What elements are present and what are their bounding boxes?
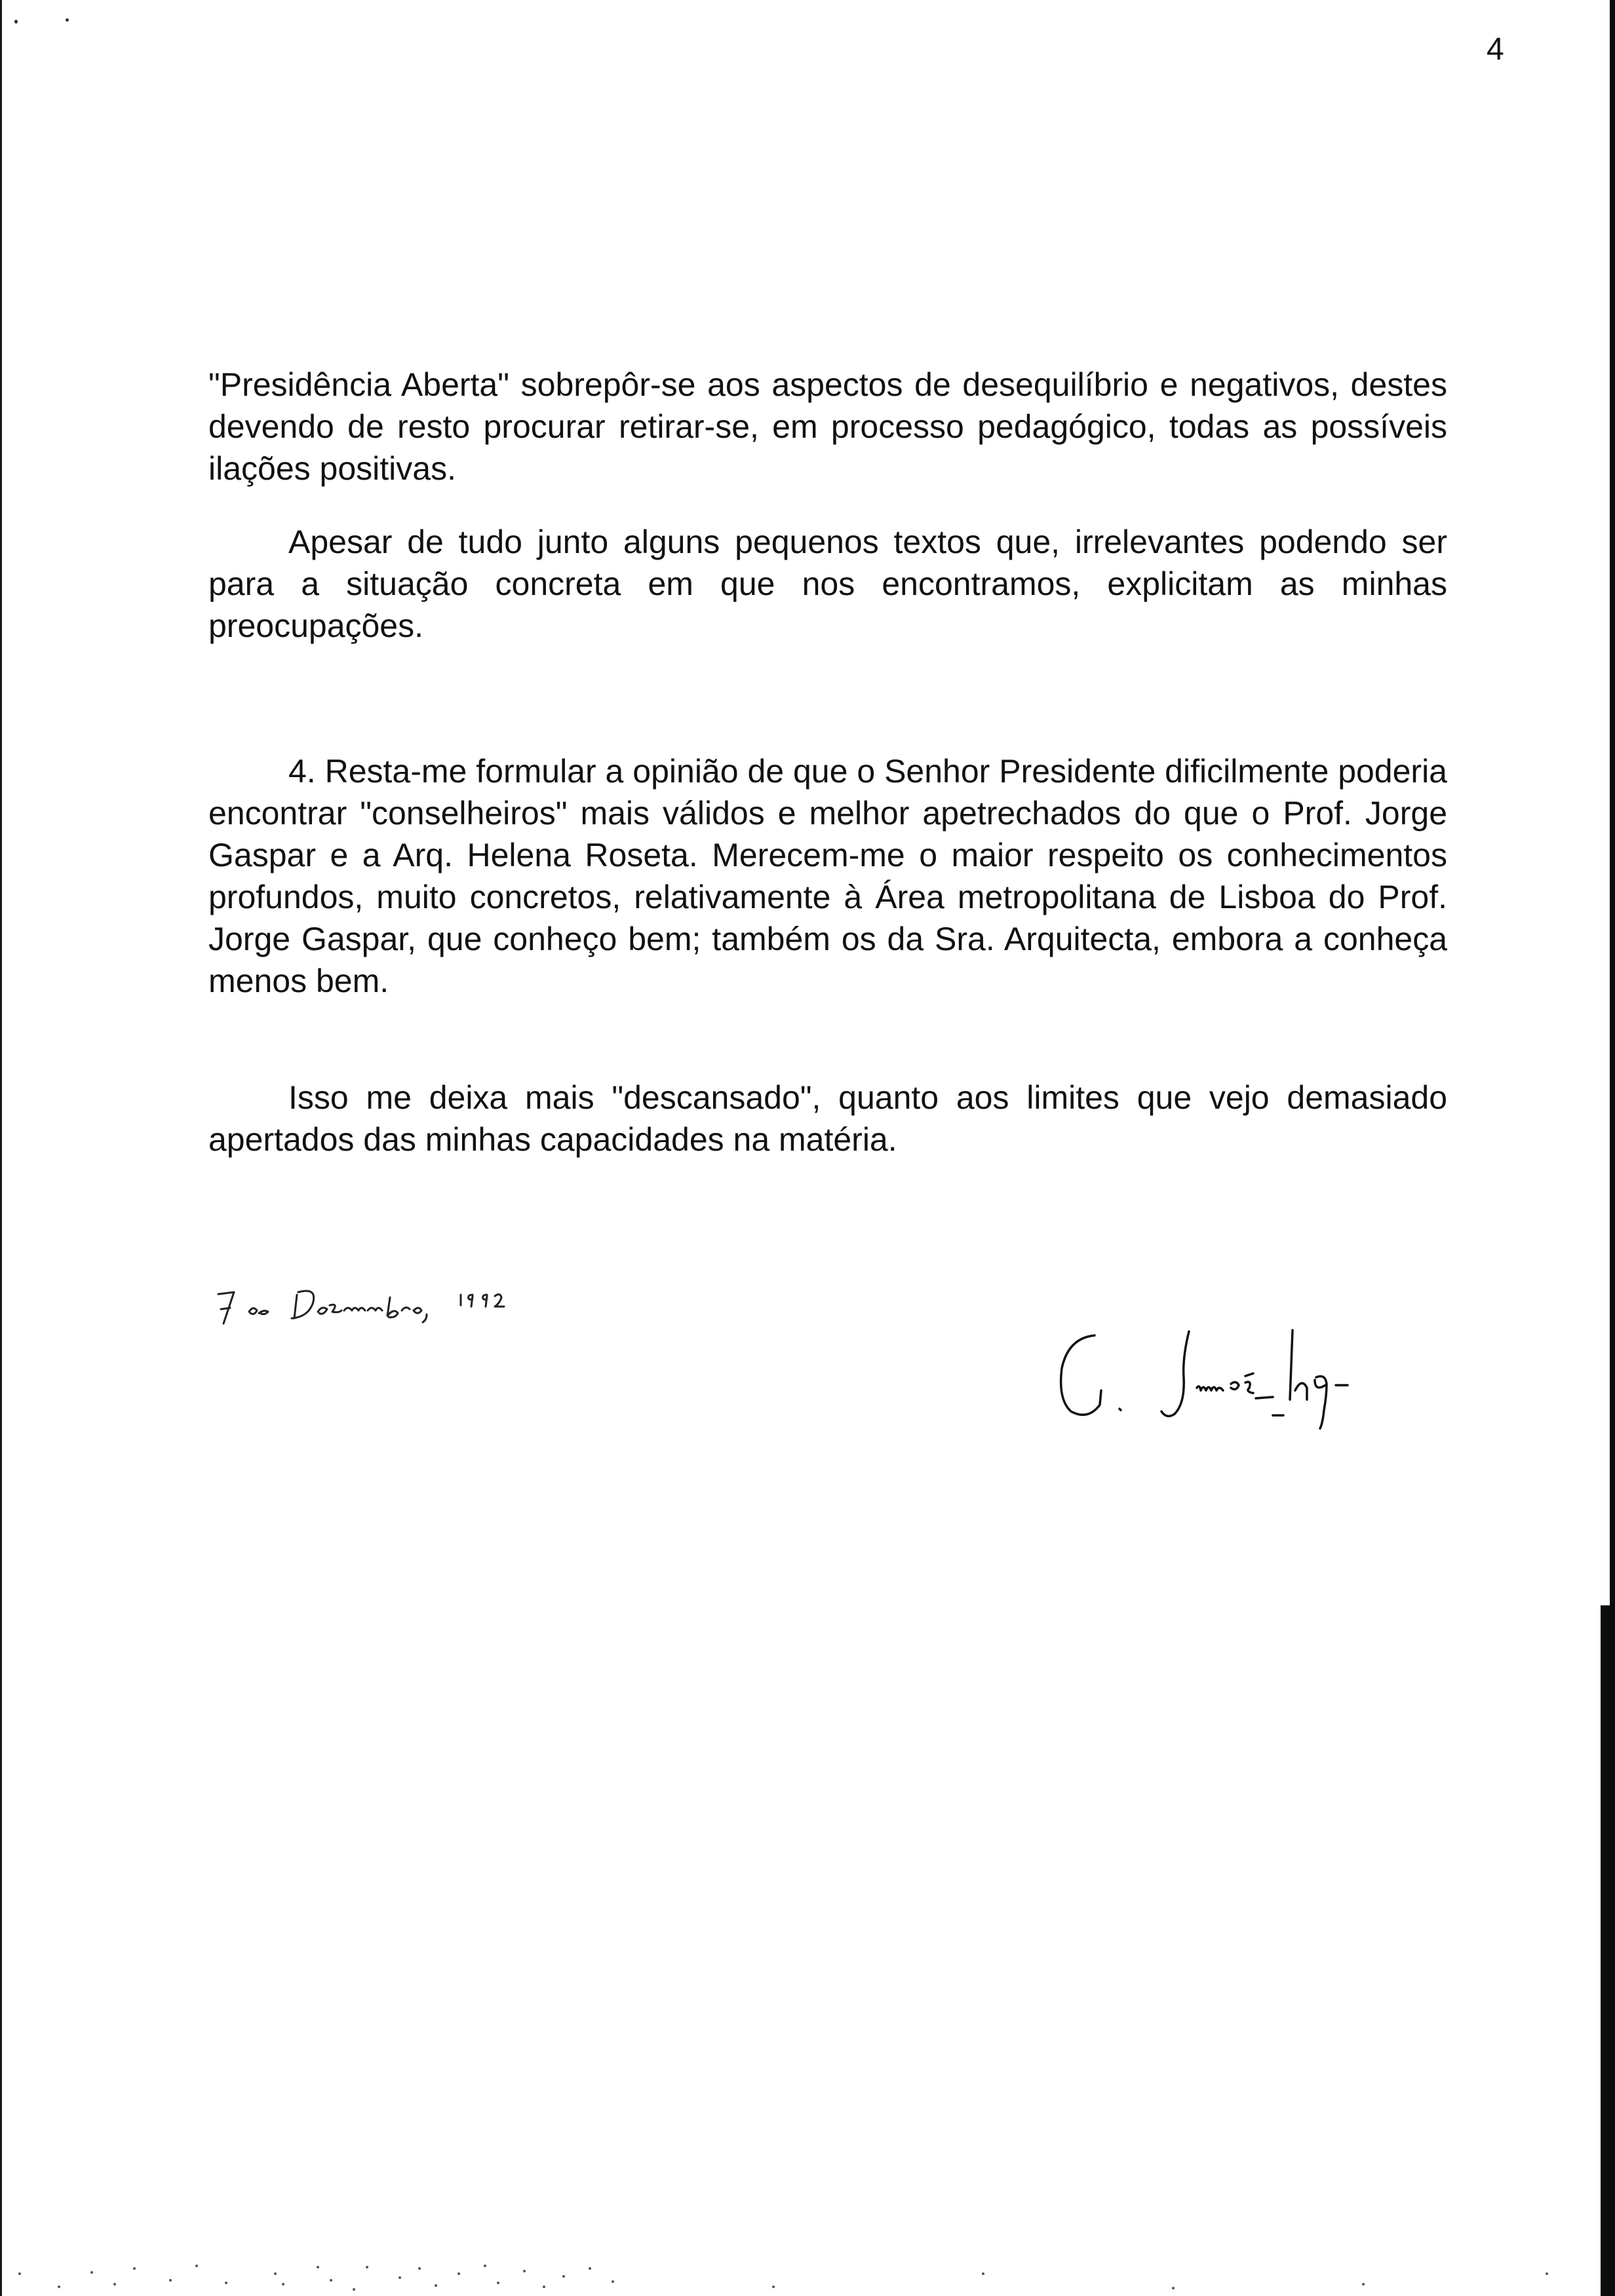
paragraph-1: "Presidência Aberta" sobrepôr-se aos aspectos de desequilíbrio e negativos, destes devendo de resto procurar retirar-se, em processo pedagógico, todas as possíveis ilações positivas. (208, 366, 1447, 487)
paragraph-4: Isso me deixa mais "descansado", quanto aos limites que vejo demasiado apertados das minhas capacidades na matéria. (208, 1079, 1447, 1158)
scan-left-edge (0, 0, 2, 2296)
paragraph-3: 4. Resta-me formular a opinião de que o Senhor Presidente dificilmente poderia encontrar "conselheiros" mais válidos e melhor apetrechados do que o Prof. Jorge Gaspar e a Arq. Helena Roseta. Merecem-me o maior respeito os conhecimentos profundos, muito concretos, relativamente à Área metropolitana de Lisboa do Prof. Jorge Gaspar, que conheço bem; também os da Sra. Arquitecta, embora a conheça menos bem. (208, 753, 1447, 999)
paragraph-2: Apesar de tudo junto alguns pequenos textos que, irrelevantes podendo ser para a situação concreta em que nos encontramos, explicitam as minhas preocupações. (208, 524, 1447, 644)
scan-speck (66, 18, 69, 22)
handwritten-date (213, 1258, 521, 1330)
scan-noise (0, 2254, 1615, 2293)
signature (1049, 1317, 1416, 1442)
page-number: 4 (1487, 32, 1504, 67)
scan-right-edge-lower (1601, 1605, 1615, 2296)
scan-speck (14, 20, 18, 24)
